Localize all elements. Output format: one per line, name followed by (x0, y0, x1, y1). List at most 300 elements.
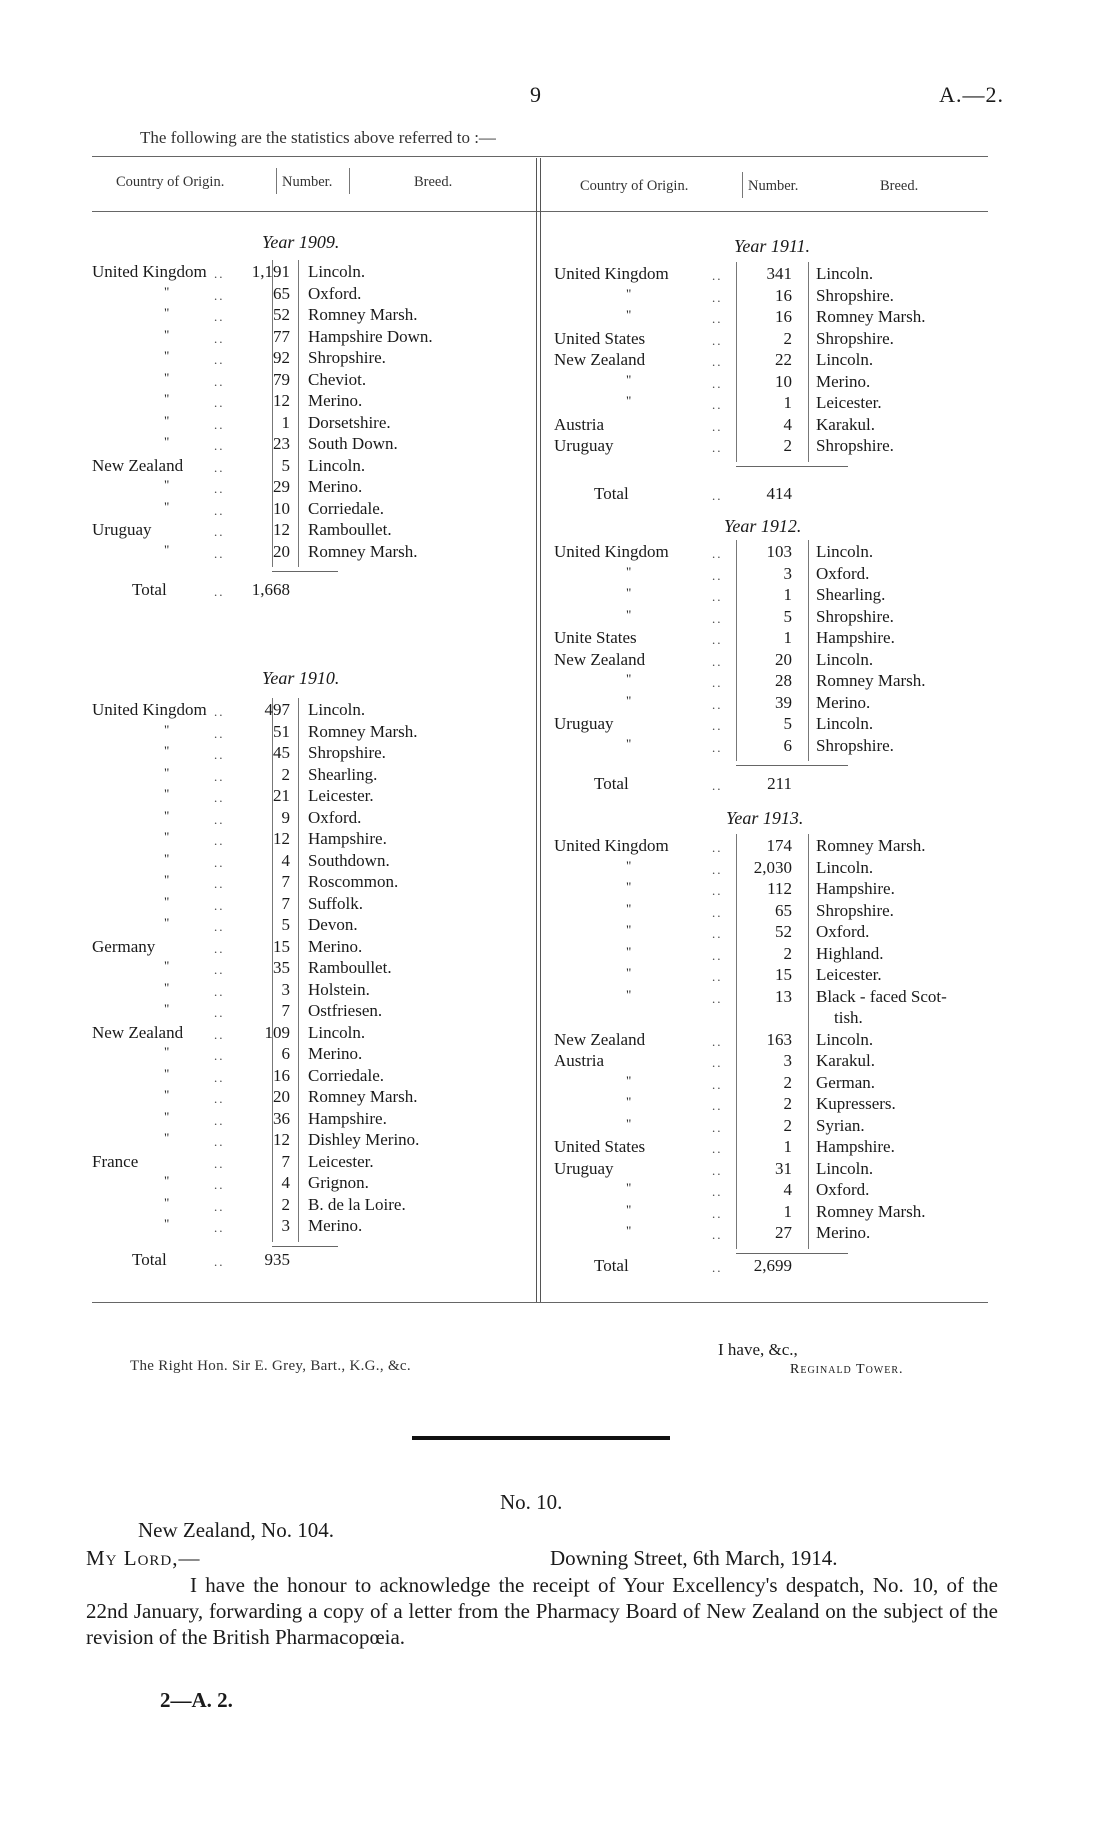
origin-country: " (626, 285, 632, 301)
table-row (554, 879, 994, 900)
leader-dots: .. (214, 1112, 225, 1128)
year-heading: Year 1912. (724, 516, 802, 536)
table-row (554, 1051, 994, 1072)
total-rule (272, 571, 338, 572)
sheep-count: 6 (783, 735, 792, 755)
table-row (92, 743, 532, 764)
leader-dots: .. (712, 440, 723, 455)
leader-dots: .. (712, 675, 723, 690)
breed-name: Shropshire. (816, 436, 894, 455)
origin-country: " (164, 498, 170, 514)
leader-dots: .. (214, 459, 225, 475)
right-header-country: Country of Origin. (580, 178, 689, 194)
table-row (92, 872, 532, 893)
origin-country: United Kingdom (92, 700, 207, 719)
breed-name: Hampshire Down. (308, 326, 433, 346)
table-row (554, 1159, 994, 1180)
leader-dots: .. (712, 1098, 723, 1113)
origin-country: Uruguay (92, 520, 152, 539)
leader-dots: .. (214, 940, 225, 956)
total-count: 1,668 (251, 580, 290, 599)
origin-country: " (164, 1108, 170, 1124)
origin-country: Germany (92, 936, 156, 956)
breed-name: Merino. (816, 1223, 871, 1242)
breed-name: Leicester. (816, 393, 882, 412)
table-row (92, 262, 532, 283)
leader-dots: .. (214, 876, 225, 891)
table-row (92, 434, 532, 455)
sheep-count: 341 (766, 264, 792, 283)
total-count: 211 (767, 774, 792, 793)
breed-name: Lincoln. (816, 264, 874, 283)
leader-dots: .. (214, 747, 225, 762)
table-row (554, 372, 994, 393)
sheep-count: 7 (281, 872, 290, 891)
origin-country: Uruguay (554, 436, 614, 455)
sheep-count: 2 (281, 764, 290, 784)
leader-dots: .. (214, 919, 225, 934)
breed-name: Hampshire. (308, 1108, 387, 1128)
table-row (554, 329, 994, 350)
table-row (92, 1087, 532, 1108)
sheep-count: 7 (281, 1151, 290, 1171)
breed-name: German. (816, 1072, 876, 1092)
breed-name: Romney Marsh. (816, 1201, 926, 1221)
signatory-name: Reginald Tower. (790, 1362, 904, 1377)
origin-country: United Kingdom (92, 262, 207, 281)
sheep-count: 163 (766, 1029, 792, 1049)
leader-dots: .. (712, 653, 723, 669)
sheep-count: 77 (273, 326, 290, 346)
origin-country: " (164, 369, 170, 385)
table-top-rule (92, 156, 988, 157)
origin-country: Unite States (554, 628, 637, 647)
sheep-count: 2 (783, 436, 792, 455)
origin-country: " (164, 434, 170, 449)
sheep-count: 10 (273, 498, 290, 518)
origin-country: Uruguay (554, 1158, 614, 1178)
leader-dots: .. (712, 883, 723, 898)
origin-country: " (164, 477, 170, 492)
right-header-divider (742, 172, 743, 198)
breed-name: Shropshire. (816, 900, 894, 920)
leader-dots: .. (712, 567, 723, 583)
table-row (92, 305, 532, 326)
table-row (554, 264, 994, 285)
leader-dots: .. (214, 1254, 225, 1269)
breed-name: Oxford. (816, 563, 870, 583)
table-row (92, 370, 532, 391)
leader-dots: .. (712, 926, 723, 941)
table-row (554, 901, 994, 922)
origin-country: " (626, 986, 632, 1002)
origin-country: " (626, 943, 632, 959)
breed-name: Dishley Merino. (308, 1130, 420, 1149)
leader-dots: .. (214, 1091, 225, 1106)
leader-dots: .. (712, 632, 723, 647)
left-header-divider (349, 168, 350, 194)
breed-name: Lincoln. (816, 714, 874, 733)
total-row (554, 774, 994, 795)
leader-dots: .. (214, 352, 225, 367)
leader-dots: .. (712, 1119, 723, 1135)
closing: I have, &c., (718, 1340, 798, 1359)
table-row (92, 1130, 532, 1151)
sheep-count: 1 (783, 1201, 792, 1221)
breed-name: Shropshire. (308, 743, 386, 762)
sheep-count: 3 (783, 1051, 792, 1070)
sheep-count: 1 (783, 393, 792, 412)
sheep-count: 2 (783, 1115, 792, 1135)
sheep-count: 51 (273, 721, 290, 741)
sheep-count: 4 (281, 850, 290, 870)
total-rule (736, 466, 848, 467)
leader-dots: .. (712, 332, 723, 348)
table-row (554, 393, 994, 414)
table-row (92, 851, 532, 872)
leader-dots: .. (214, 790, 225, 805)
leader-dots: .. (214, 1048, 225, 1063)
breed-name: Southdown. (308, 850, 390, 870)
origin-country: United Kingdom (554, 542, 669, 561)
sheep-count: 174 (766, 836, 792, 855)
table-row (92, 348, 532, 369)
origin-country: " (626, 735, 632, 751)
origin-country: " (164, 893, 170, 909)
breed-name: Kupressers. (816, 1094, 896, 1113)
origin-country: " (626, 585, 632, 600)
leader-dots: .. (712, 1162, 723, 1178)
sheep-count: 1 (281, 412, 290, 432)
origin-country: " (626, 692, 632, 708)
table-row (92, 765, 532, 786)
table-row (554, 1116, 994, 1137)
breed-name: Romney Marsh. (816, 307, 926, 326)
table-row (554, 858, 994, 879)
breed-name: Lincoln. (308, 1022, 366, 1042)
table-row (554, 1202, 994, 1223)
sheep-count: 20 (273, 541, 290, 561)
sheep-count: 16 (273, 1065, 290, 1085)
sheep-count: 7 (281, 893, 290, 913)
table-row (554, 436, 994, 457)
year-heading: Year 1911. (734, 236, 811, 256)
breed-name: Oxford. (308, 283, 362, 303)
breed-name: Oxford. (816, 1180, 870, 1199)
leader-dots: .. (712, 546, 723, 561)
addressee: The Right Hon. Sir E. Grey, Bart., K.G., &c. (130, 1358, 411, 1374)
leader-dots: .. (214, 373, 225, 389)
sheep-count: 4 (783, 1180, 792, 1199)
origin-country: " (626, 606, 632, 622)
breed-name: Corriedale. (308, 498, 384, 518)
breed-name: Romney Marsh. (308, 541, 418, 561)
origin-country: New Zealand (554, 1029, 646, 1049)
breed-name: Lincoln. (308, 700, 366, 719)
sheep-count: 10 (775, 371, 792, 391)
sheep-count: 2,030 (753, 857, 792, 877)
sheep-count: 79 (273, 369, 290, 389)
leader-dots: .. (214, 481, 225, 496)
table-row (554, 693, 994, 714)
origin-country: " (164, 958, 170, 973)
total-label: Total (594, 774, 629, 793)
breed-name: Lincoln. (816, 649, 874, 669)
table-row (92, 391, 532, 412)
breed-name: Merino. (308, 936, 363, 956)
table-row (554, 1180, 994, 1201)
sheep-count: 16 (775, 285, 792, 305)
leader-dots: .. (712, 861, 723, 877)
origin-country: " (164, 721, 170, 737)
leader-dots: .. (214, 833, 225, 848)
table-row (92, 829, 532, 850)
leader-dots: .. (712, 1227, 723, 1242)
origin-country: " (164, 541, 170, 557)
total-count: 2,699 (753, 1256, 792, 1275)
sheep-count: 31 (775, 1158, 792, 1178)
table-row (554, 1030, 994, 1051)
origin-country: New Zealand (92, 1022, 184, 1042)
total-label: Total (132, 1250, 167, 1269)
page-footer: 2—A. 2. (160, 1688, 233, 1712)
dateline: Downing Street, 6th March, 1914. (550, 1546, 838, 1570)
leader-dots: .. (712, 1033, 723, 1049)
breed-name: Cheviot. (308, 369, 367, 389)
breed-name: Romney Marsh. (816, 836, 926, 855)
leader-dots: .. (214, 438, 225, 453)
table-row (554, 350, 994, 371)
letter-reference: New Zealand, No. 104. (138, 1518, 334, 1542)
table-row (554, 1008, 994, 1029)
breed-name: Shearling. (816, 585, 886, 604)
sheep-count: 12 (273, 391, 290, 410)
table-row (92, 786, 532, 807)
sheep-count: 35 (273, 958, 290, 977)
origin-country: United States (554, 328, 646, 348)
sheep-count: 4 (281, 1173, 290, 1192)
table-row (554, 542, 994, 563)
table-row (554, 714, 994, 735)
sheep-count: 497 (264, 700, 290, 719)
breed-name: Romney Marsh. (816, 671, 926, 690)
right-header-breed: Breed. (880, 178, 919, 194)
breed-name: Lincoln. (816, 1158, 874, 1178)
leader-dots: .. (214, 266, 225, 281)
breed-name: Romney Marsh. (308, 1087, 418, 1106)
sheep-count: 23 (273, 434, 290, 453)
origin-country: " (164, 283, 170, 299)
table-row (92, 1066, 532, 1087)
intro-text: The following are the statistics above referred to :— (140, 128, 496, 147)
total-rule (272, 1246, 338, 1247)
leader-dots: .. (214, 287, 225, 303)
origin-country: New Zealand (554, 350, 646, 369)
breed-name: Merino. (308, 391, 363, 410)
origin-country: Uruguay (554, 714, 614, 733)
table-row (92, 980, 532, 1001)
origin-country: " (164, 348, 170, 363)
sheep-count: 28 (775, 671, 792, 690)
leader-dots: .. (712, 589, 723, 604)
breed-name: Lincoln. (816, 542, 874, 561)
table-row (554, 307, 994, 328)
origin-country: New Zealand (92, 455, 184, 475)
breed-name: Ramboullet. (308, 520, 392, 539)
sheep-count: 65 (775, 900, 792, 920)
origin-country: " (164, 850, 170, 866)
breed-name: Lincoln. (308, 262, 366, 281)
table-row (554, 585, 994, 606)
sheep-count: 52 (775, 922, 792, 941)
origin-country: " (164, 1173, 170, 1188)
origin-country: " (626, 900, 632, 916)
table-row (92, 1216, 532, 1237)
table-row (92, 958, 532, 979)
leader-dots: .. (712, 1076, 723, 1092)
breed-name: Lincoln. (816, 1029, 874, 1049)
sheep-count: 1 (783, 1137, 792, 1156)
table-row (554, 1223, 994, 1244)
breed-name: Lincoln. (816, 857, 874, 877)
sheep-count: 52 (273, 305, 290, 324)
left-header-breed: Breed. (414, 174, 453, 190)
sheep-count: 103 (766, 542, 792, 561)
origin-country: New Zealand (554, 649, 646, 669)
leader-dots: .. (214, 545, 225, 561)
table-center-divider (536, 158, 541, 1302)
leader-dots: .. (214, 1198, 225, 1214)
origin-country: " (164, 1001, 170, 1016)
breed-name: Romney Marsh. (308, 305, 418, 324)
table-bottom-rule (92, 1302, 988, 1303)
leader-dots: .. (214, 897, 225, 913)
leader-dots: .. (214, 811, 225, 827)
table-row (554, 836, 994, 857)
breed-name: tish. (834, 1008, 863, 1027)
table-row (554, 944, 994, 965)
table-row (554, 736, 994, 757)
origin-country: " (164, 1194, 170, 1210)
breed-name: Merino. (308, 1044, 363, 1063)
breed-name: Leicester. (308, 1151, 374, 1171)
table-row (554, 1094, 994, 1115)
total-row (92, 1250, 532, 1271)
table-row (554, 671, 994, 692)
table-row (92, 1001, 532, 1022)
table-row (92, 284, 532, 305)
leader-dots: .. (712, 610, 723, 626)
leader-dots: .. (214, 1177, 225, 1192)
sheep-count: 2 (783, 328, 792, 348)
breed-name: Merino. (308, 1216, 363, 1235)
sheep-count: 1,191 (251, 262, 290, 281)
origin-country: France (92, 1151, 139, 1171)
breed-name: Hampshire. (816, 1137, 895, 1156)
breed-name: Devon. (308, 915, 358, 934)
breed-name: Black - faced Scot- (816, 986, 947, 1006)
sheep-count: 3 (281, 1216, 290, 1235)
leader-dots: .. (214, 768, 225, 784)
breed-name: Karakul. (816, 414, 876, 434)
sheep-count: 6 (281, 1044, 290, 1063)
leader-dots: .. (712, 268, 723, 283)
table-row (92, 327, 532, 348)
origin-country: " (164, 743, 170, 758)
leader-dots: .. (214, 1026, 225, 1042)
year-heading: Year 1913. (726, 808, 804, 828)
sheep-count: 45 (273, 743, 290, 762)
total-label: Total (132, 580, 167, 599)
leader-dots: .. (712, 840, 723, 855)
breed-name: Karakul. (816, 1051, 876, 1070)
leader-dots: .. (712, 397, 723, 412)
breed-name: Merino. (308, 477, 363, 496)
leader-dots: .. (712, 375, 723, 391)
year-heading: Year 1909. (262, 232, 340, 252)
leader-dots: .. (214, 1134, 225, 1149)
breed-name: Grignon. (308, 1173, 369, 1192)
table-row (92, 1023, 532, 1044)
origin-country: United Kingdom (554, 836, 669, 855)
leader-dots: .. (214, 1220, 225, 1235)
breed-name: Shropshire. (816, 606, 894, 626)
origin-country: " (626, 671, 632, 686)
breed-name: B. de la Loire. (308, 1194, 406, 1214)
origin-country: " (626, 1223, 632, 1238)
sheep-count: 36 (273, 1108, 290, 1128)
table-row (554, 965, 994, 986)
origin-country: " (626, 1180, 632, 1195)
origin-country: " (164, 1065, 170, 1081)
table-row (554, 286, 994, 307)
leader-dots: .. (214, 330, 225, 346)
origin-country: " (164, 979, 170, 995)
breed-name: Oxford. (816, 922, 870, 941)
leader-dots: .. (214, 416, 225, 432)
leader-dots: .. (214, 725, 225, 741)
total-row (554, 1256, 994, 1277)
breed-name: Lincoln. (308, 455, 366, 475)
breed-name: Romney Marsh. (308, 721, 418, 741)
total-row (92, 580, 532, 601)
leader-dots: .. (712, 718, 723, 733)
sheep-count: 12 (273, 829, 290, 848)
total-row (554, 484, 994, 505)
leader-dots: .. (214, 524, 225, 539)
leader-dots: .. (712, 1260, 723, 1275)
total-rule (736, 1253, 848, 1254)
sheep-count: 27 (775, 1223, 792, 1242)
breed-name: Shropshire. (816, 735, 894, 755)
origin-country: " (164, 391, 170, 406)
breed-name: Hampshire. (816, 879, 895, 898)
sheep-count: 29 (273, 477, 290, 496)
table-row (92, 1109, 532, 1130)
leader-dots: .. (214, 502, 225, 518)
left-header-divider (276, 168, 277, 194)
table-row (554, 564, 994, 585)
origin-country: " (164, 1130, 170, 1145)
sheep-count: 65 (273, 283, 290, 303)
letter-number: No. 10. (500, 1490, 563, 1514)
origin-country: " (626, 371, 632, 387)
table-row (554, 628, 994, 649)
table-row (92, 520, 532, 541)
table-row (554, 415, 994, 436)
table-row (92, 1044, 532, 1065)
sheep-count: 5 (783, 606, 792, 626)
